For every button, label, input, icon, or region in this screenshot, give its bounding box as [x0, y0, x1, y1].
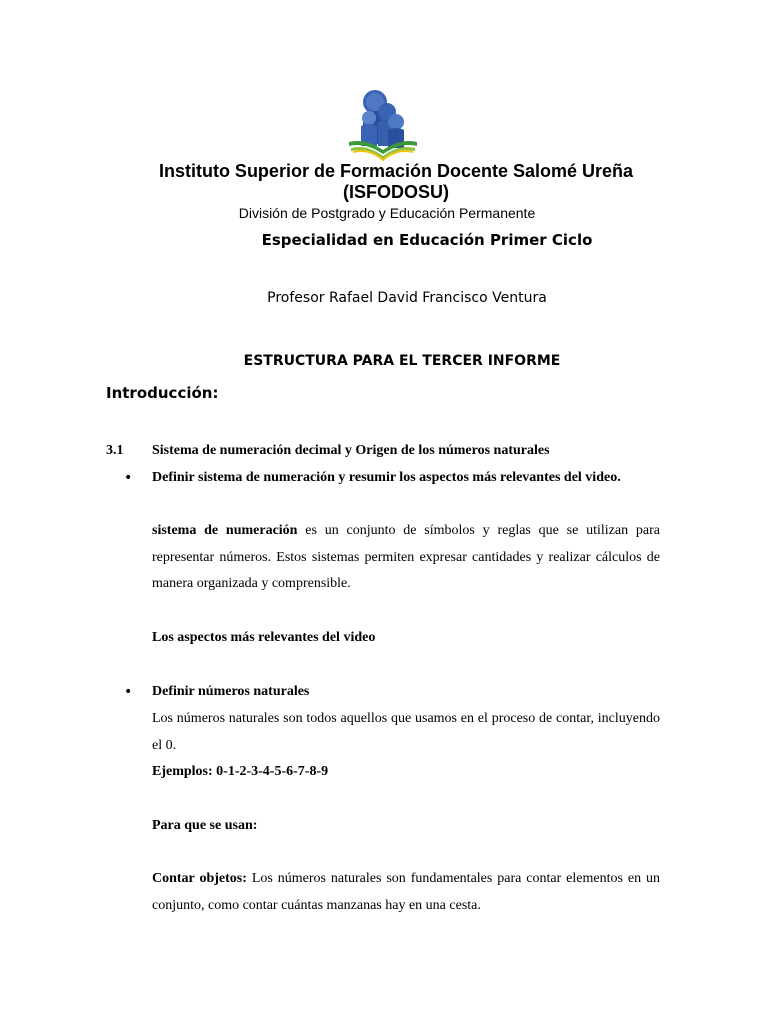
natural-numbers-paragraph: Los números naturales son todos aquellos que usamos en el proceso de contar, incluyendo el 0.: [152, 711, 660, 753]
introduction-heading: Introducción:: [106, 384, 219, 402]
examples-line: Ejemplos: 0-1-2-3-4-5-6-7-8-9: [152, 764, 329, 779]
definition-term: sistema de numeración: [152, 523, 298, 538]
video-aspects-heading: Los aspectos más relevantes del video: [152, 630, 376, 645]
division-name: División de Postgrado y Educación Permanente: [238, 205, 536, 221]
count-objects-paragraph: [152, 866, 660, 919]
section-number: 3.1: [106, 443, 124, 458]
report-title: ESTRUCTURA PARA EL TERCER INFORME: [243, 353, 561, 369]
uses-heading: Para que se usan:: [152, 818, 258, 833]
section-title: Sistema de numeración decimal y Origen de los números naturales: [152, 443, 550, 458]
bullet-icon: •: [124, 470, 133, 486]
definition-paragraph: [152, 518, 660, 598]
institution-name: Instituto Superior de Formación Docente Salomé Ureña (ISFODOSU): [158, 161, 634, 202]
isfodosu-logo-icon: [347, 88, 419, 164]
bullet-icon: •: [124, 684, 133, 700]
professor-name: Profesor Rafael David Francisco Ventura: [267, 290, 547, 306]
count-objects-text: Los números naturales son fundamentales para contar elementos en un conjunto, como contar cuántas manzanas hay en una cesta.: [152, 871, 660, 913]
definition-text: es un conjunto de símbolos y reglas que se utilizan para representar números. Estos sistemas permiten expresar cantidades y realizar cálculos de manera organizada y comprensible.: [152, 523, 660, 592]
specialty-name: Especialidad en Educación Primer Ciclo: [261, 231, 593, 249]
bullet-text: Definir números naturales: [152, 684, 310, 699]
count-objects-term: Contar objetos:: [152, 871, 247, 886]
bullet-text: Definir sistema de numeración y resumir los aspectos más relevantes del video.: [152, 470, 621, 485]
